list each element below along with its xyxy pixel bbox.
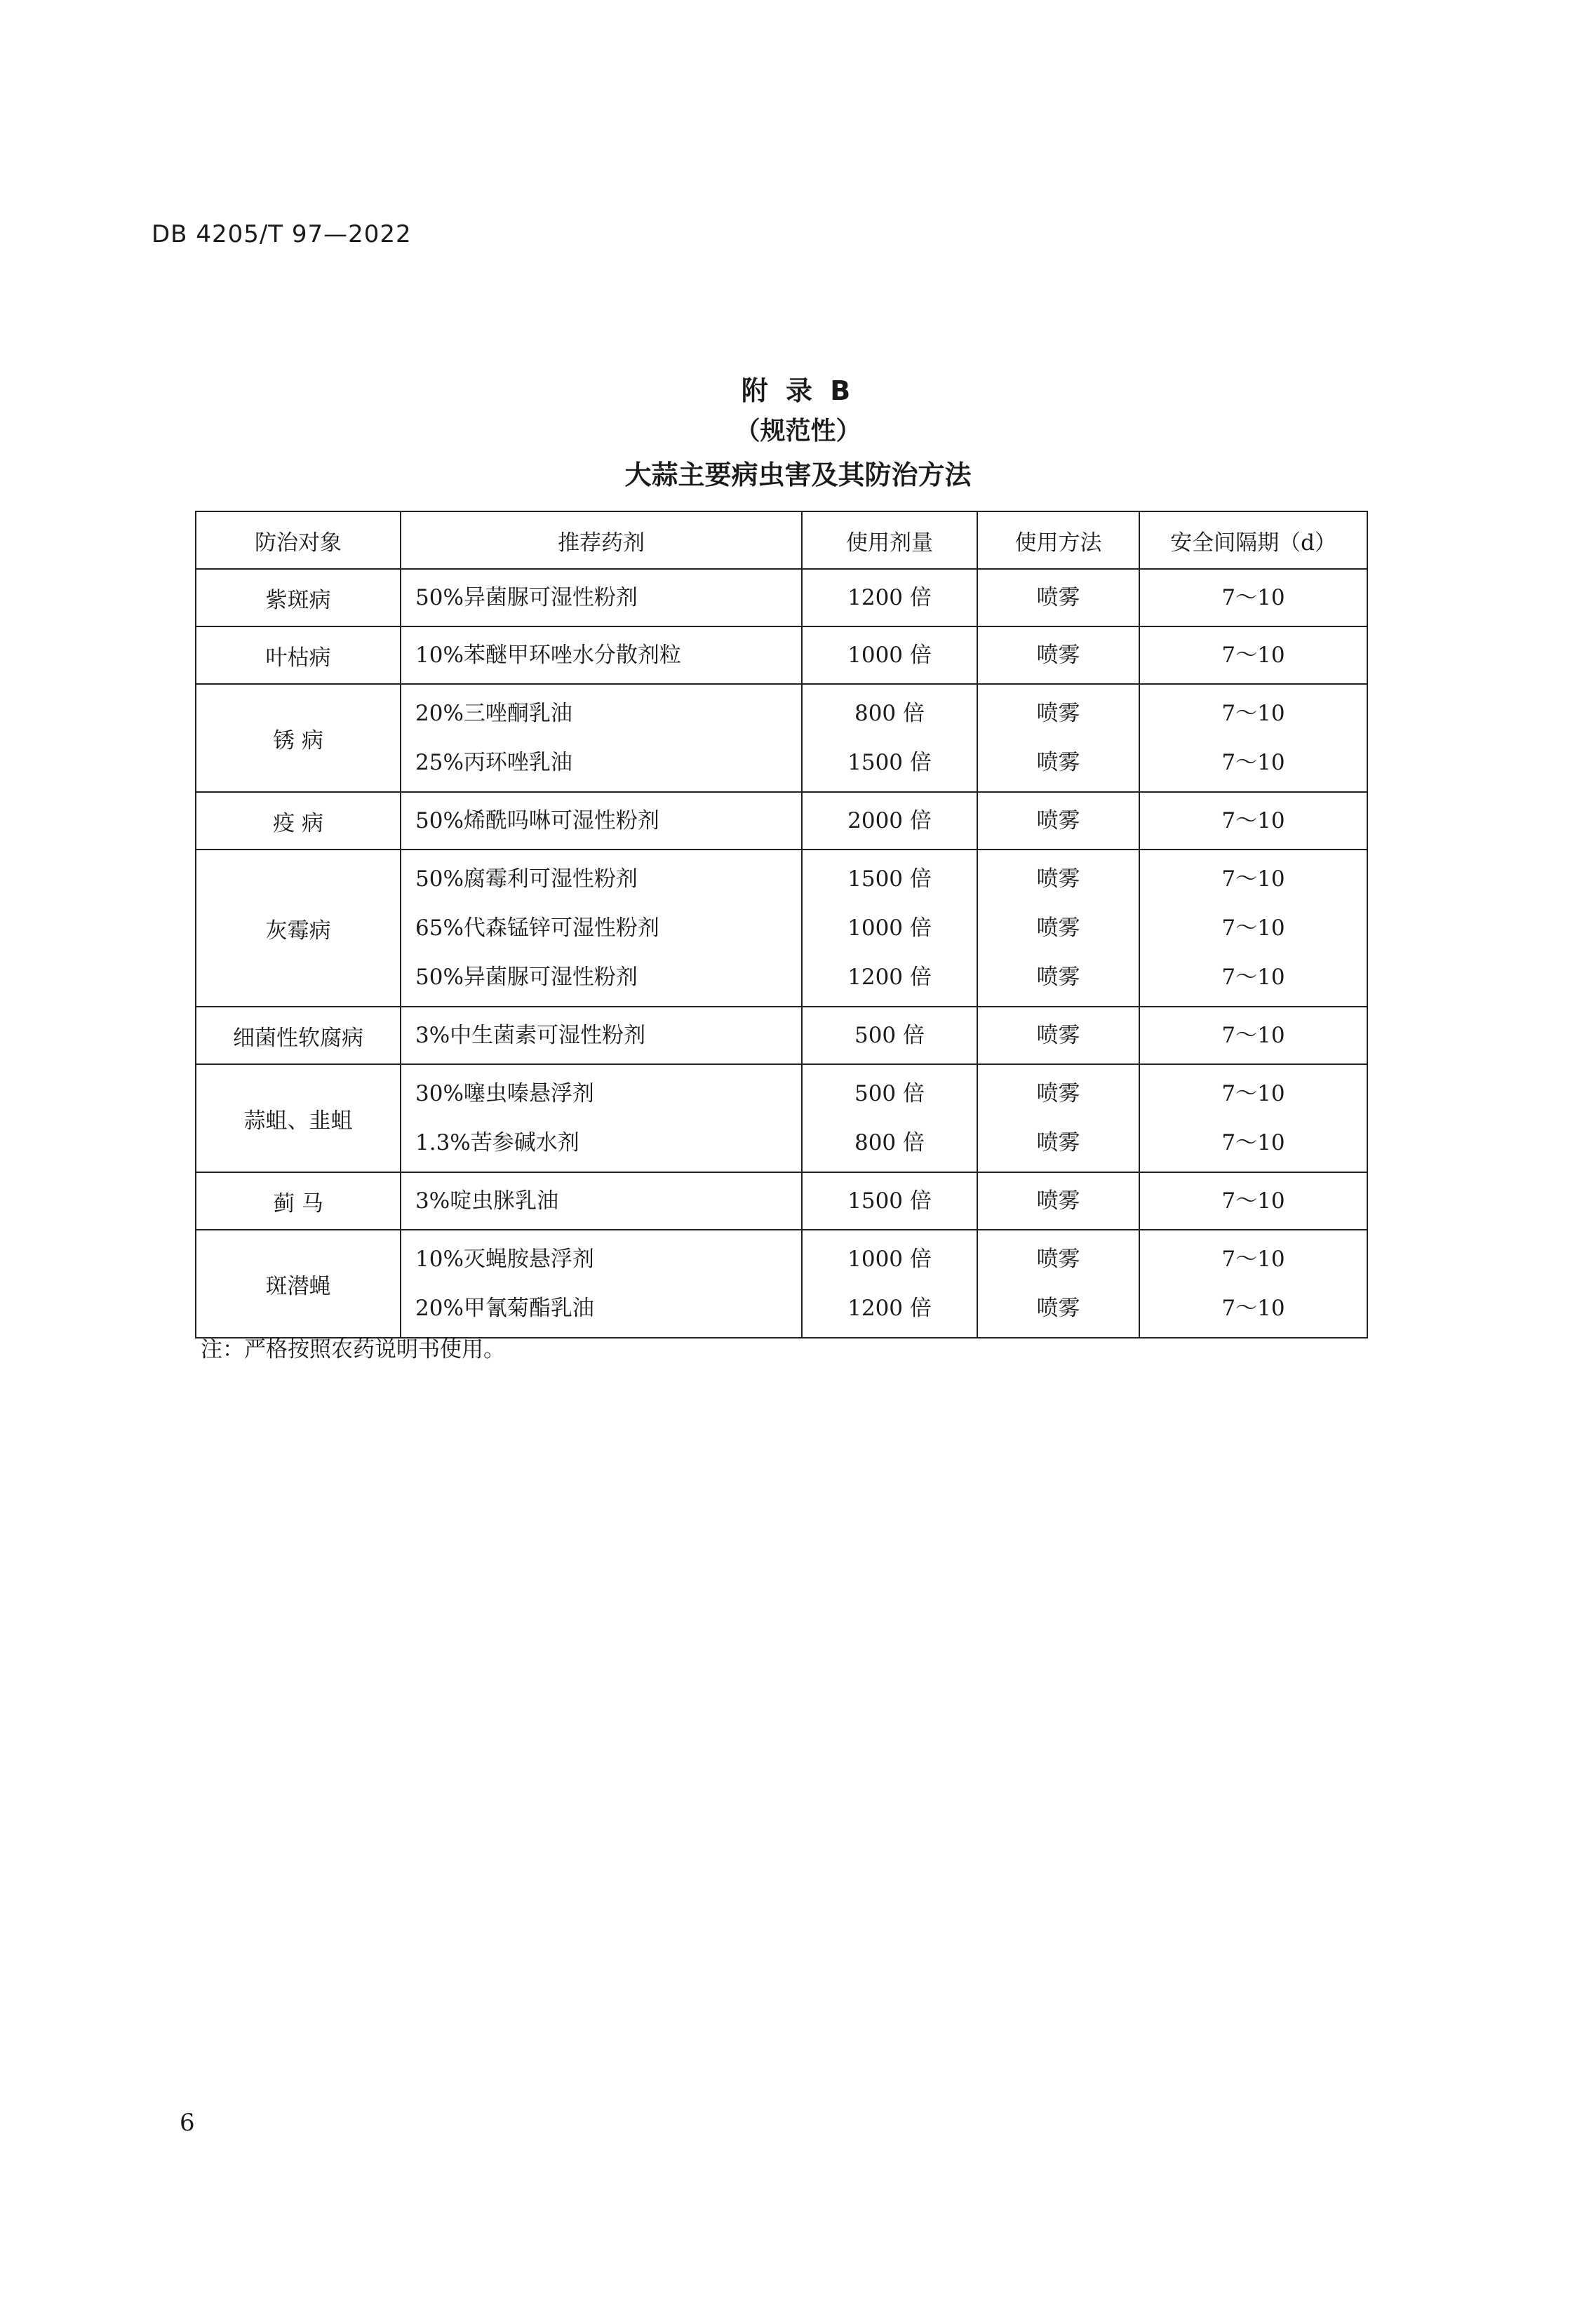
cell-drug-value: 25%丙环唑乳油 (415, 750, 572, 775)
cell-target: 灰霉病 (196, 850, 401, 1007)
cell-method (977, 1230, 1139, 1338)
cell-drug-value: 50%异菌脲可湿性粉剂 (415, 965, 638, 990)
cell-interval-value: 7～10 (1221, 585, 1285, 610)
cell-dose-value: 1200 倍 (847, 965, 932, 990)
cell-method-value: 喷雾 (1036, 1296, 1080, 1321)
cell-dose-value: 500 倍 (854, 1081, 925, 1106)
cell-interval-value: 7～10 (1221, 866, 1285, 892)
table-row (196, 1007, 1367, 1064)
cell-drug (401, 1064, 802, 1172)
cell-method-value: 喷雾 (1036, 701, 1080, 726)
cell-interval (1139, 569, 1367, 626)
cell-method (977, 1064, 1139, 1172)
cell-dose (802, 684, 977, 792)
table-note: 注：严格按照农药说明书使用。 (201, 1337, 505, 1362)
table-row (196, 792, 1367, 850)
header-dose: 使用剂量 (802, 511, 977, 569)
cell-method-value: 喷雾 (1036, 643, 1080, 668)
cell-method (977, 1172, 1139, 1230)
document-code: DB 4205/T 97—2022 (152, 220, 412, 248)
cell-target: 细菌性软腐病 (196, 1007, 401, 1064)
cell-dose-value: 1000 倍 (847, 643, 932, 668)
cell-interval (1139, 1064, 1367, 1172)
cell-dose-value: 2000 倍 (847, 808, 932, 833)
cell-method-value: 喷雾 (1036, 1023, 1080, 1048)
cell-interval-value: 7～10 (1221, 808, 1285, 833)
cell-dose-value: 1500 倍 (847, 750, 932, 775)
cell-interval-value: 7～10 (1221, 750, 1285, 775)
cell-interval-value: 7～10 (1221, 915, 1285, 941)
cell-method-value: 喷雾 (1036, 808, 1080, 833)
cell-dose-value: 1500 倍 (847, 866, 932, 892)
table-row (196, 1064, 1367, 1172)
cell-dose-value: 1000 倍 (847, 1247, 932, 1272)
normative-label: （规范性） (735, 417, 861, 445)
table-row (196, 684, 1367, 792)
cell-dose (802, 792, 977, 850)
cell-method-value: 喷雾 (1036, 1130, 1080, 1155)
cell-interval (1139, 1172, 1367, 1230)
cell-method (977, 626, 1139, 684)
table-row (196, 1230, 1367, 1338)
cell-dose (802, 569, 977, 626)
cell-interval-value: 7～10 (1221, 1188, 1285, 1214)
cell-drug (401, 626, 802, 684)
cell-dose-value: 1000 倍 (847, 915, 932, 941)
cell-drug (401, 1172, 802, 1230)
pest-control-table (195, 511, 1368, 1338)
cell-dose (802, 1007, 977, 1064)
table-row (196, 569, 1367, 626)
cell-interval-value: 7～10 (1221, 1247, 1285, 1272)
cell-method-value: 喷雾 (1036, 1247, 1080, 1272)
cell-drug (401, 684, 802, 792)
header-drug: 推荐药剂 (401, 511, 802, 569)
cell-method-value: 喷雾 (1036, 750, 1080, 775)
cell-interval-value: 7～10 (1221, 1023, 1285, 1048)
cell-interval-value: 7～10 (1221, 1296, 1285, 1321)
cell-target: 紫斑病 (196, 569, 401, 626)
cell-method-value: 喷雾 (1036, 866, 1080, 892)
table-header-row (196, 511, 1367, 569)
cell-dose-value: 1200 倍 (847, 1296, 932, 1321)
cell-drug-value: 50%腐霉利可湿性粉剂 (415, 866, 638, 892)
table-row (196, 850, 1367, 1007)
cell-drug (401, 569, 802, 626)
cell-drug-value: 10%灭蝇胺悬浮剂 (415, 1247, 594, 1272)
cell-method (977, 1007, 1139, 1064)
cell-method-value: 喷雾 (1036, 1188, 1080, 1214)
table-row (196, 1172, 1367, 1230)
cell-drug-value: 50%异菌脲可湿性粉剂 (415, 585, 638, 610)
cell-dose-value: 800 倍 (854, 1130, 925, 1155)
cell-method-value: 喷雾 (1036, 965, 1080, 990)
cell-dose-value: 500 倍 (854, 1023, 925, 1048)
header-method: 使用方法 (977, 511, 1139, 569)
cell-interval (1139, 684, 1367, 792)
header-target: 防治对象 (196, 511, 401, 569)
cell-target: 蒜蛆、韭蛆 (196, 1064, 401, 1172)
header-interval: 安全间隔期（d） (1139, 511, 1367, 569)
cell-method-value: 喷雾 (1036, 585, 1080, 610)
cell-interval-value: 7～10 (1221, 965, 1285, 990)
cell-interval-value: 7～10 (1221, 1130, 1285, 1155)
cell-dose (802, 1064, 977, 1172)
cell-dose-value: 1200 倍 (847, 585, 932, 610)
cell-drug (401, 1230, 802, 1338)
cell-dose (802, 850, 977, 1007)
cell-interval-value: 7～10 (1221, 643, 1285, 668)
cell-method (977, 684, 1139, 792)
cell-dose-value: 1500 倍 (847, 1188, 932, 1214)
cell-interval (1139, 1007, 1367, 1064)
cell-drug-value: 30%噻虫嗪悬浮剂 (415, 1081, 594, 1106)
table-row (196, 626, 1367, 684)
cell-target: 斑潜蝇 (196, 1230, 401, 1338)
cell-drug-value: 65%代森锰锌可湿性粉剂 (415, 915, 659, 941)
cell-method-value: 喷雾 (1036, 915, 1080, 941)
cell-drug-value: 1.3%苦参碱水剂 (415, 1130, 579, 1155)
cell-target: 锈 病 (196, 684, 401, 792)
cell-method-value: 喷雾 (1036, 1081, 1080, 1106)
cell-dose (802, 1172, 977, 1230)
cell-drug (401, 1007, 802, 1064)
cell-target: 疫 病 (196, 792, 401, 850)
cell-target: 叶枯病 (196, 626, 401, 684)
cell-dose (802, 1230, 977, 1338)
table-title: 大蒜主要病虫害及其防治方法 (624, 459, 972, 490)
cell-drug-value: 3%啶虫脒乳油 (415, 1188, 559, 1214)
cell-drug (401, 850, 802, 1007)
cell-interval (1139, 1230, 1367, 1338)
cell-target: 蓟 马 (196, 1172, 401, 1230)
cell-interval-value: 7～10 (1221, 701, 1285, 726)
cell-method (977, 850, 1139, 1007)
cell-method (977, 569, 1139, 626)
cell-method (977, 792, 1139, 850)
cell-drug-value: 3%中生菌素可湿性粉剂 (415, 1023, 646, 1048)
cell-dose (802, 626, 977, 684)
cell-interval-value: 7～10 (1221, 1081, 1285, 1106)
cell-drug-value: 20%三唑酮乳油 (415, 701, 572, 726)
cell-interval (1139, 626, 1367, 684)
cell-dose-value: 800 倍 (854, 701, 925, 726)
cell-drug-value: 10%苯醚甲环唑水分散剂粒 (415, 643, 681, 668)
cell-drug-value: 20%甲氰菊酯乳油 (415, 1296, 594, 1321)
page-number: 6 (180, 2109, 195, 2137)
cell-drug (401, 792, 802, 850)
cell-interval (1139, 792, 1367, 850)
cell-drug-value: 50%烯酰吗啉可湿性粉剂 (415, 808, 659, 833)
cell-interval (1139, 850, 1367, 1007)
appendix-label: 附 录 B (741, 375, 855, 406)
